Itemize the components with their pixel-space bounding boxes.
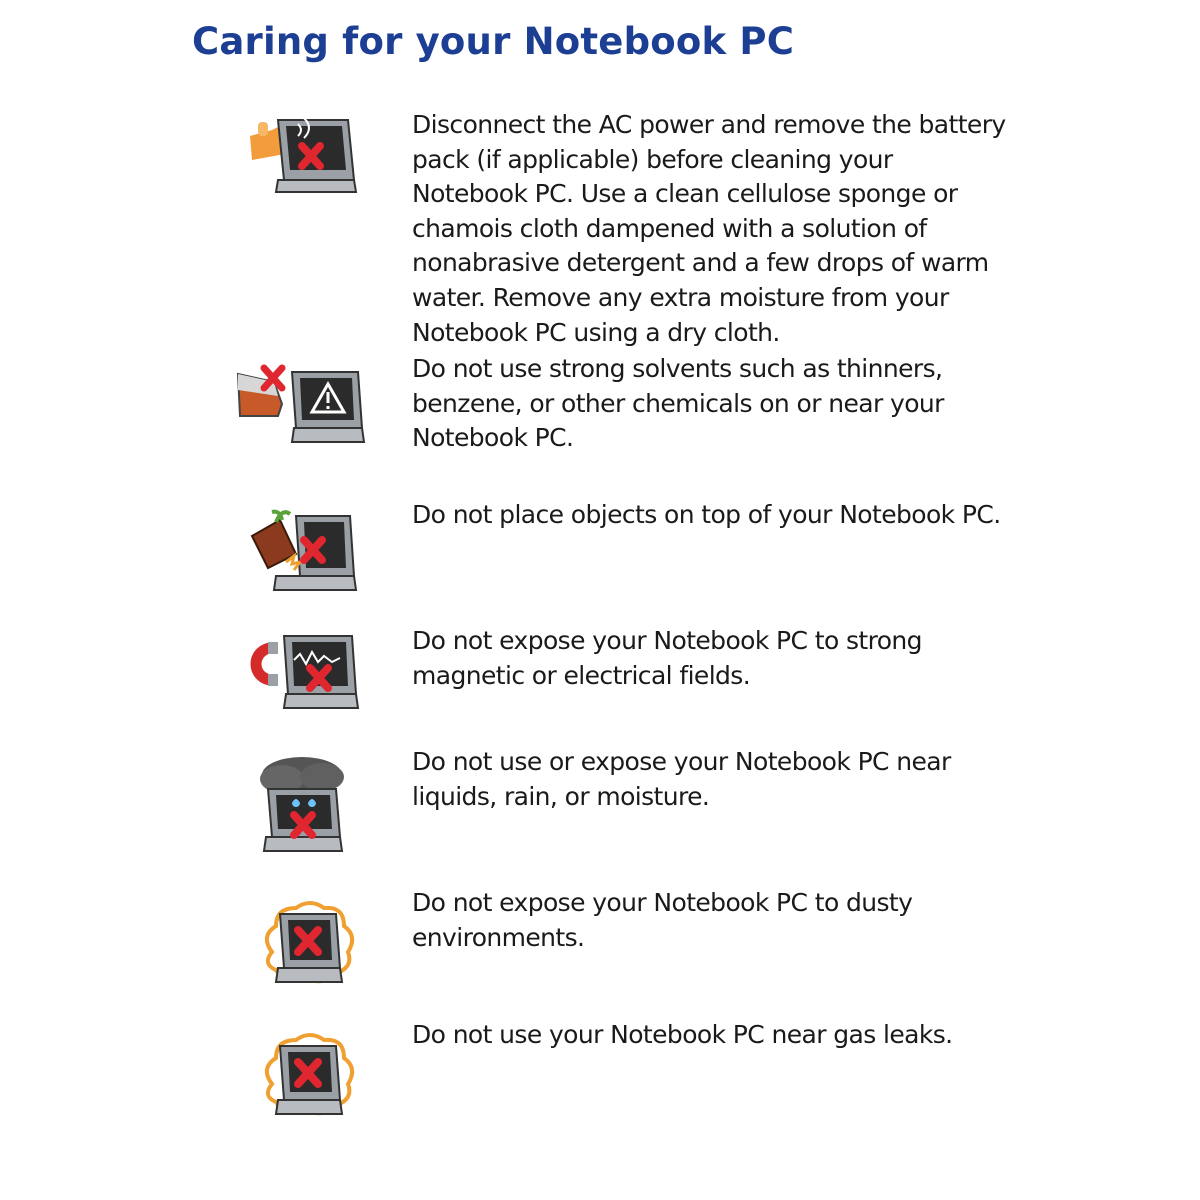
care-text: Do not use strong solvents such as thinners, benzene, or other chemicals on or near your Notebook PC.	[412, 354, 944, 453]
no-liquids-rain-icon	[252, 753, 392, 873]
care-text: Do not use or expose your Notebook PC near liquids, rain, or moisture.	[412, 747, 951, 811]
no-objects-on-top-icon	[246, 502, 386, 622]
no-chemical-solvents-icon	[234, 360, 374, 480]
page-title: Caring for your Notebook PC	[192, 20, 795, 63]
care-text: Do not place objects on top of your Notebook PC.	[412, 500, 1001, 529]
care-text: Do not expose your Notebook PC to dusty environments.	[412, 888, 913, 952]
unplug-power-icon	[244, 108, 384, 228]
no-gas-leaks-icon	[252, 1024, 392, 1144]
care-text: Disconnect the AC power and remove the battery pack (if applicable) before cleaning your Notebook PC. Use a clean cellulose sponge or chamois cloth dampened with a solution of nonabrasive detergent and a few drops of warm water. Remove any extra moisture from your Notebook PC using a dry cloth.	[412, 110, 1006, 347]
care-text: Do not use your Notebook PC near gas leaks.	[412, 1020, 953, 1049]
no-dusty-environments-icon	[252, 892, 392, 1012]
no-magnetic-fields-icon	[238, 628, 378, 748]
care-text: Do not expose your Notebook PC to strong magnetic or electrical fields.	[412, 626, 922, 690]
